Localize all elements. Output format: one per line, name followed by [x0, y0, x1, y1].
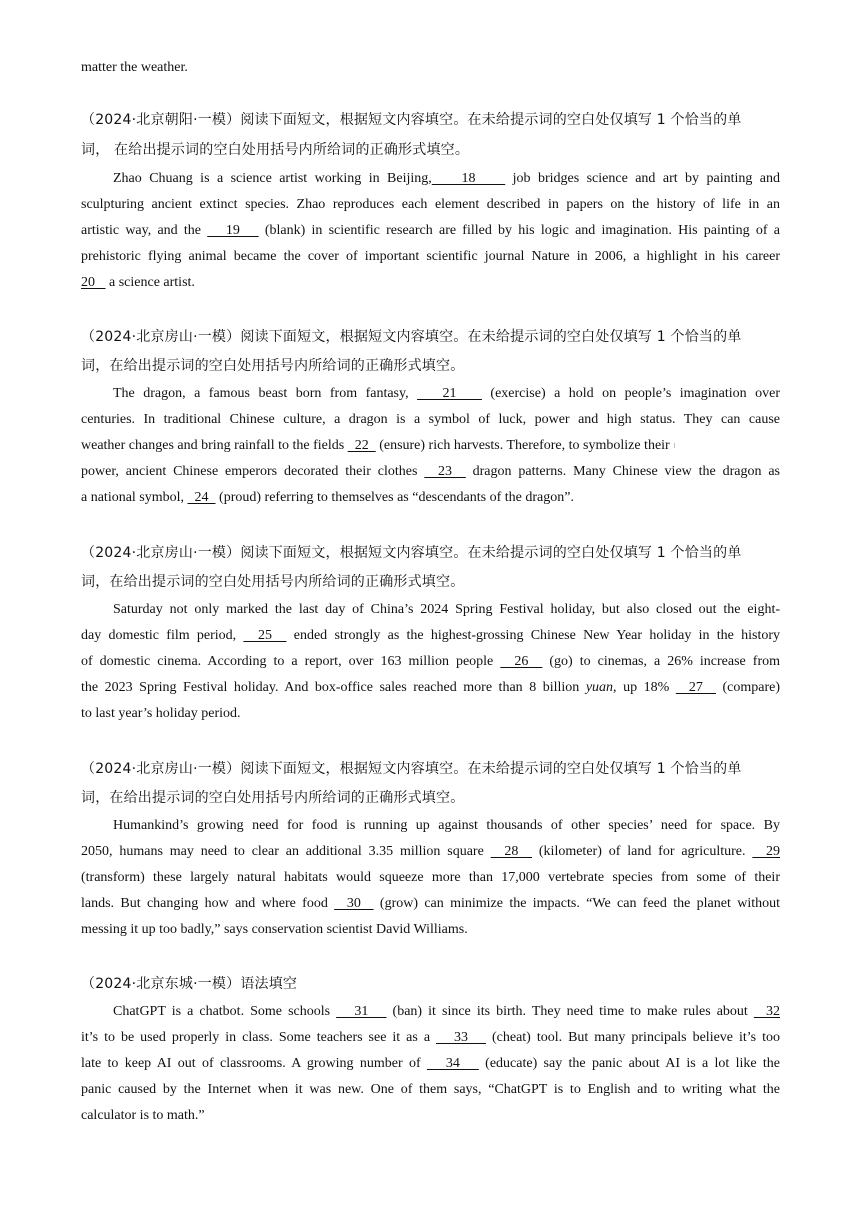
- section-5-line-1: ChatGPT is a chatbot. Some schools 31 (ban) it since its birth. They need time to make rules about 32: [113, 1004, 780, 1019]
- section-1-source-line-1: （2024·北京朝阳·一模）阅读下面短文，根据短文内容填空。在未给提示词的空白处仅填写 1 个恰当的单: [81, 112, 742, 128]
- section-1-line-4: prehistoric flying animal became the cover of important scientific journal Nature in 2006, a highlight in his career: [81, 249, 780, 264]
- section-3-line-4: the 2023 Spring Festival holiday. And box-office sales reached more than 8 billion yuan, up 18% 27 (compare): [81, 680, 781, 695]
- section-4-line-5: messing it up too badly,” says conservation scientist David Williams.: [81, 922, 468, 937]
- section-1-line-5: 20 a science artist.: [81, 275, 195, 290]
- blank-24: 24: [187, 490, 216, 505]
- blank-30: 30: [334, 896, 374, 911]
- section-4-line-4: lands. But changing how and where food 30 (grow) can minimize the impacts. “We can feed the planet without: [81, 896, 780, 911]
- section-4-source-line-2: 词，在给出提示词的空白处用括号内所给词的正确形式填空。: [81, 790, 465, 806]
- layout-mark: [674, 443, 675, 448]
- section-3-source-line-1: （2024·北京房山·一模）阅读下面短文，根据短文内容填空。在未给提示词的空白处仅填写 1 个恰当的单: [81, 545, 742, 561]
- section-2-line-3: weather changes and bring rainfall to the fields 22 (ensure) rich harvests. Therefore, to symbolize their: [81, 433, 675, 459]
- blank-21: 21: [417, 386, 482, 401]
- section-2-source-line-2: 词，在给出提示词的空白处用括号内所给词的正确形式填空。: [81, 358, 465, 374]
- section-2-line-1: The dragon, a famous beast born from fantasy, 21 (exercise) a hold on people’s imagination over: [113, 386, 780, 401]
- section-3-line-1: Saturday not only marked the last day of China’s 2024 Spring Festival holiday, but also closed out the eight-: [113, 602, 780, 617]
- blank-29: 29: [752, 844, 781, 859]
- section-3-line-2: day domestic film period, 25 ended strongly as the highest-grossing Chinese New Year holiday in the history: [81, 628, 780, 643]
- section-1-line-1: Zhao Chuang is a science artist working in Beijing, 18 job bridges science and art by painting and: [113, 171, 781, 186]
- section-2-line-4: power, ancient Chinese emperors decorated their clothes 23 dragon patterns. Many Chinese view the dragon as: [81, 464, 781, 479]
- blank-20: 20: [81, 275, 106, 290]
- blank-28: 28: [490, 844, 533, 859]
- section-1-source-line-2: 词， 在给出提示词的空白处用括号内所给词的正确形式填空。: [81, 142, 470, 158]
- section-5-line-3: late to keep AI out of classrooms. A growing number of 34 (educate) say the panic about AI is a lot like the: [81, 1056, 781, 1071]
- section-4-source-line-1: （2024·北京房山·一模）阅读下面短文，根据短文内容填空。在未给提示词的空白处仅填写 1 个恰当的单: [81, 761, 742, 777]
- blank-22: 22: [347, 438, 376, 453]
- blank-27: 27: [675, 680, 716, 695]
- section-4-line-2: 2050, humans may need to clear an additional 3.35 million square 28 (kilometer) of land for agriculture. 29: [81, 844, 781, 859]
- blank-34: 34: [426, 1056, 479, 1071]
- blank-32: 32: [753, 1004, 780, 1019]
- section-5-line-4: panic caused by the Internet when it was new. One of them says, “ChatGPT is to English and to writing what the: [81, 1082, 780, 1097]
- intro-tail: matter the weather.: [81, 60, 188, 75]
- section-1-line-3: artistic way, and the 19 (blank) in scientific research are filled by his logic and imagination. His painting of a: [81, 223, 780, 238]
- blank-31: 31: [336, 1004, 387, 1019]
- section-3-line-3: of domestic cinema. According to a report, over 163 million people 26 (go) to cinemas, a 26% increase from: [81, 654, 780, 669]
- section-3-source-line-2: 词，在给出提示词的空白处用括号内所给词的正确形式填空。: [81, 574, 465, 590]
- blank-19: 19: [207, 223, 259, 238]
- section-5-source-line-1: （2024·北京东城·一模）语法填空: [81, 976, 298, 992]
- blank-23: 23: [424, 464, 466, 479]
- blank-33: 33: [436, 1030, 486, 1045]
- section-2-line-2: centuries. In traditional Chinese culture, a dragon is a symbol of luck, power and high status. They can cause: [81, 412, 780, 427]
- blank-18: 18: [431, 171, 506, 186]
- section-2-line-5: a national symbol, 24 (proud) referring to themselves as “descendants of the dragon”.: [81, 490, 574, 505]
- section-1-line-2: sculpturing ancient extinct species. Zhao reproduces each element described in papers on the history of life in an: [81, 197, 780, 212]
- section-5-line-2: it’s to be used properly in class. Some teachers see it as a 33 (cheat) tool. But many principals believe it’s too: [81, 1030, 780, 1045]
- section-4-line-1: Humankind’s growing need for food is running up against thousands of other species’ need for space. By: [113, 818, 780, 833]
- blank-26: 26: [500, 654, 543, 669]
- blank-25: 25: [243, 628, 287, 643]
- section-2-source-line-1: （2024·北京房山·一模）阅读下面短文，根据短文内容填空。在未给提示词的空白处仅填写 1 个恰当的单: [81, 329, 742, 345]
- section-4-line-3: (transform) these largely natural habitats would squeeze more than 17,000 vertebrate species from some of their: [81, 870, 780, 885]
- section-3-line-5: to last year’s holiday period.: [81, 706, 241, 721]
- section-5-line-5: calculator is to math.”: [81, 1108, 205, 1123]
